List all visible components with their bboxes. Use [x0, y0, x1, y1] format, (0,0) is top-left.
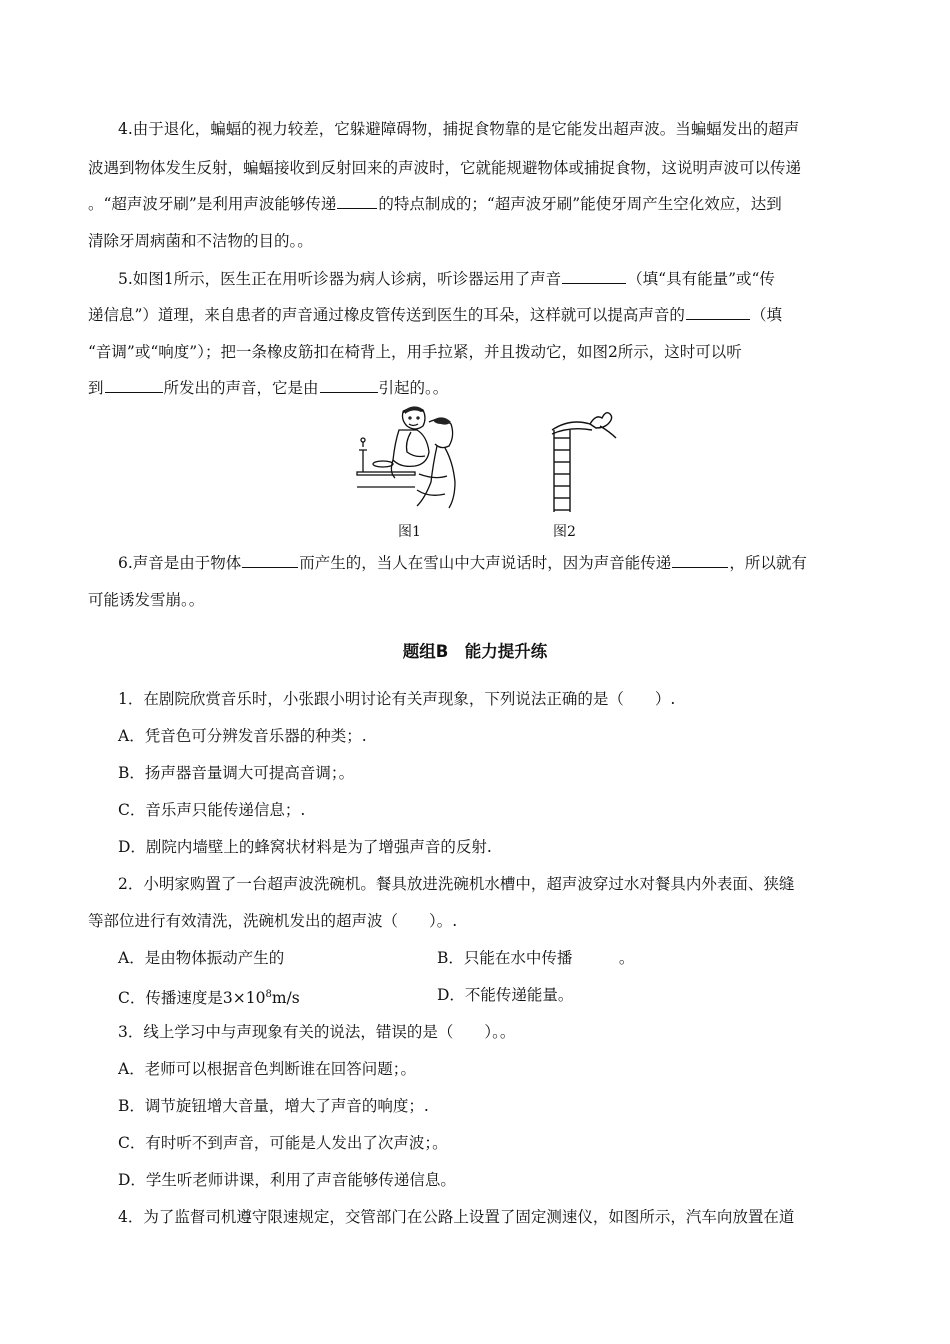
q6-line-2: 可能诱发雪崩。。: [88, 591, 205, 609]
q5-line-2-part-a: 递信息”）道理，来自患者的声音通过橡皮管传送到医生的耳朵，这样就可以提高声音的: [88, 306, 685, 324]
q5-line-3: “音调”或“响度”）；把一条橡皮筋扣在椅背上，用手拉紧，并且拨动它，如图2所示，这时可以听: [88, 343, 742, 361]
q4-line-4: 清除牙周病菌和不洁物的目的。。: [88, 232, 313, 250]
b2-option-c-text: C．传播速度是3×10: [118, 989, 266, 1008]
b2-stem-line-2: 等部位进行有效清洗，洗碗机发出的超声波（ ）。.: [88, 912, 458, 930]
b3-option-a: A．老师可以根据音色判断谁在回答问题；。: [118, 1060, 416, 1078]
q4-line-3: [88, 193, 862, 215]
q5-line-4-part-c: 引起的。。: [378, 379, 449, 397]
q6-line-1: [118, 552, 862, 574]
b1-stem: 1．在剧院欣赏音乐时，小张跟小明讨论有关声现象，下列说法正确的是（ ）.: [118, 690, 676, 708]
b2-option-c-unit: m/s: [271, 989, 300, 1008]
q6-line-1-part-b: 而产生的，当人在雪山中大声说话时，因为声音能传递: [299, 554, 672, 572]
b1-option-c: C．音乐声只能传递信息；.: [118, 801, 306, 819]
answer-blank: [672, 552, 728, 568]
figure-1-doctor-illustration: [355, 402, 465, 512]
section-b-heading: 题组B 能力提升练: [402, 642, 548, 661]
q5-line-1: [118, 268, 862, 290]
b3-option-b: B．调节旋钮增大音量，增大了声音的响度；.: [118, 1097, 429, 1115]
answer-blank: [562, 268, 626, 284]
b1-option-a: A．凭音色可分辨发音乐器的种类；.: [118, 727, 367, 745]
answer-blank: [686, 304, 750, 320]
b2-stem-line-1: 2．小明家购置了一台超声波洗碗机。餐具放进洗碗机水槽中，超声波穿过水对餐具内外表面、狭缝: [118, 875, 795, 893]
b2-option-a: A．是由物体振动产生的: [118, 949, 285, 967]
figure-2-chair-rubber-band-illustration: [540, 404, 620, 512]
q5-line-1-part-b: （填“具有能量”或“传: [627, 270, 775, 288]
answer-blank: [337, 193, 377, 209]
figure-1-caption: 图1: [398, 524, 421, 540]
q4-line-3-part-b: 的特点制成的；“超声波牙刷”能使牙周产生空化效应，达到: [378, 195, 782, 213]
q5-line-2: [88, 304, 862, 326]
b4-stem-line-1: 4．为了监督司机遵守限速规定，交管部门在公路上设置了固定测速仪，如图所示，汽车向放置在道: [118, 1208, 795, 1226]
q6-line-1-part-c: ，所以就有: [729, 554, 807, 572]
b2-option-d: D．不能传递能量。: [437, 986, 574, 1004]
figure-2-caption: 图2: [553, 524, 576, 540]
b2-option-b: B．只能在水中传播 。: [437, 949, 635, 967]
answer-blank: [242, 552, 298, 568]
q5-line-1-part-a: 5.如图1所示，医生正在用听诊器为病人诊病，听诊器运用了声音: [118, 270, 562, 288]
q5-line-4-part-a: 到: [88, 379, 104, 397]
b1-option-d: D．剧院内墙壁上的蜂窝状材料是为了增强声音的反射.: [118, 838, 492, 856]
b3-stem: 3．线上学习中与声现象有关的说法，错误的是（ ）。。: [118, 1023, 516, 1041]
q4-line-2: 波遇到物体发生反射，蝙蝠接收到反射回来的声波时，它就能规避物体或捕捉食物，这说明声波可以传递: [88, 159, 802, 177]
b3-option-d: D．学生听老师讲课，利用了声音能够传递信息。: [118, 1171, 456, 1189]
answer-blank: [320, 377, 378, 393]
q5-line-4-part-b: 所发出的声音，它是由: [163, 379, 319, 397]
b1-option-b: B．扬声器音量调大可提高音调；。: [118, 764, 355, 782]
q6-line-1-part-a: 6.声音是由于物体: [118, 554, 242, 572]
q5-line-2-part-b: （填: [750, 306, 782, 324]
q4-line-3-part-a: 。“超声波牙刷”是利用声波能够传递: [88, 195, 337, 213]
q5-line-4: [88, 377, 862, 399]
answer-blank: [105, 377, 163, 393]
q4-line-1: 4.由于退化，蝙蝠的视力较差，它躲避障碍物，捕捉食物靠的是它能发出超声波。当蝙蝠发出的超声: [118, 120, 800, 138]
b2-option-c-exponent: 8: [265, 989, 272, 1000]
b3-option-c: C．有时听不到声音，可能是人发出了次声波；。: [118, 1134, 448, 1152]
